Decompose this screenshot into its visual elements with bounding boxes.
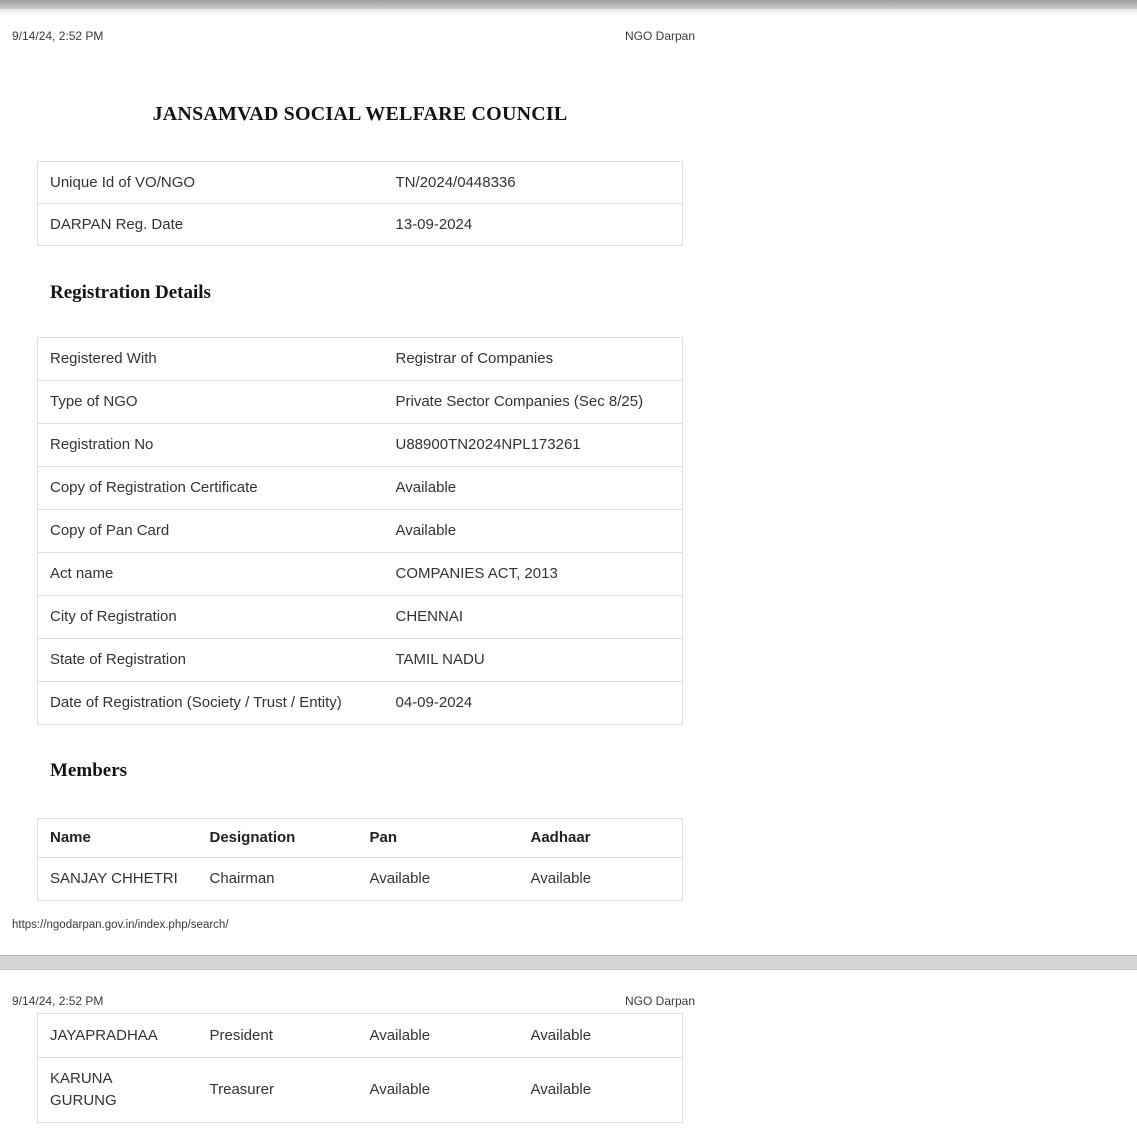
registration-details-table: [37, 337, 683, 725]
table-row: [38, 381, 683, 424]
member-designation: President: [198, 1014, 358, 1058]
field-value: U88900TN2024NPL173261: [384, 424, 683, 467]
field-value: COMPANIES ACT, 2013: [384, 553, 683, 596]
table-row: [38, 596, 683, 639]
field-value: 04-09-2024: [384, 682, 683, 725]
ngo-summary-table: [37, 161, 683, 246]
member-pan: Available: [358, 1014, 519, 1058]
member-designation: Chairman: [198, 858, 358, 901]
member-aadhaar: Available: [519, 858, 683, 901]
column-header-designation: Designation: [198, 819, 358, 858]
table-row: [38, 1014, 683, 1058]
table-row: [38, 424, 683, 467]
member-aadhaar: Available: [519, 1014, 683, 1058]
member-name: KARUNA GURUNG: [38, 1058, 198, 1123]
column-header-name: Name: [38, 819, 198, 858]
table-row: [38, 1058, 683, 1123]
table-header-row: [38, 819, 683, 858]
column-header-aadhaar: Aadhaar: [519, 819, 683, 858]
field-label: Unique Id of VO/NGO: [38, 162, 384, 204]
field-label: Type of NGO: [38, 381, 384, 424]
field-value: TN/2024/0448336: [384, 162, 683, 204]
field-value: Private Sector Companies (Sec 8/25): [384, 381, 683, 424]
page-top-edge: [0, 0, 1137, 9]
field-value: Registrar of Companies: [384, 338, 683, 381]
print-header-doc-name: NGO Darpan: [624, 29, 696, 43]
member-pan: Available: [358, 858, 519, 901]
field-label: DARPAN Reg. Date: [38, 204, 384, 246]
print-header-datetime: 9/14/24, 2:52 PM: [12, 994, 104, 1008]
print-footer-url: https://ngodarpan.gov.in/index.php/search/: [12, 919, 229, 931]
member-pan: Available: [358, 1058, 519, 1123]
field-value: Available: [384, 467, 683, 510]
member-designation: Treasurer: [198, 1058, 358, 1123]
member-name: SANJAY CHHETRI: [38, 858, 198, 901]
field-label: State of Registration: [38, 639, 384, 682]
field-label: Copy of Pan Card: [38, 510, 384, 553]
field-label: Registered With: [38, 338, 384, 381]
table-row: [38, 467, 683, 510]
table-row: [38, 639, 683, 682]
table-row: [38, 553, 683, 596]
registration-details-heading: Registration Details: [50, 282, 211, 303]
table-row: [38, 162, 683, 204]
table-row: [38, 858, 683, 901]
field-label: City of Registration: [38, 596, 384, 639]
members-table-continued: [37, 1013, 683, 1123]
field-label: Registration No: [38, 424, 384, 467]
print-header-datetime: 9/14/24, 2:52 PM: [12, 29, 104, 43]
table-row: [38, 338, 683, 381]
field-label: Copy of Registration Certificate: [38, 467, 384, 510]
page-break-gap: [0, 955, 1137, 970]
table-row: [38, 510, 683, 553]
field-label: Act name: [38, 553, 384, 596]
ngo-title: JANSAMVAD SOCIAL WELFARE COUNCIL: [152, 103, 568, 125]
field-value: TAMIL NADU: [384, 639, 683, 682]
member-aadhaar: Available: [519, 1058, 683, 1123]
print-header-doc-name: NGO Darpan: [624, 994, 696, 1008]
field-value: 13-09-2024: [384, 204, 683, 246]
table-row: [38, 682, 683, 725]
member-name: JAYAPRADHAA: [38, 1014, 198, 1058]
members-table: [37, 818, 683, 901]
field-value: CHENNAI: [384, 596, 683, 639]
column-header-pan: Pan: [358, 819, 519, 858]
field-label: Date of Registration (Society / Trust / Entity): [38, 682, 384, 725]
table-row: [38, 204, 683, 246]
members-heading: Members: [50, 760, 128, 781]
field-value: Available: [384, 510, 683, 553]
